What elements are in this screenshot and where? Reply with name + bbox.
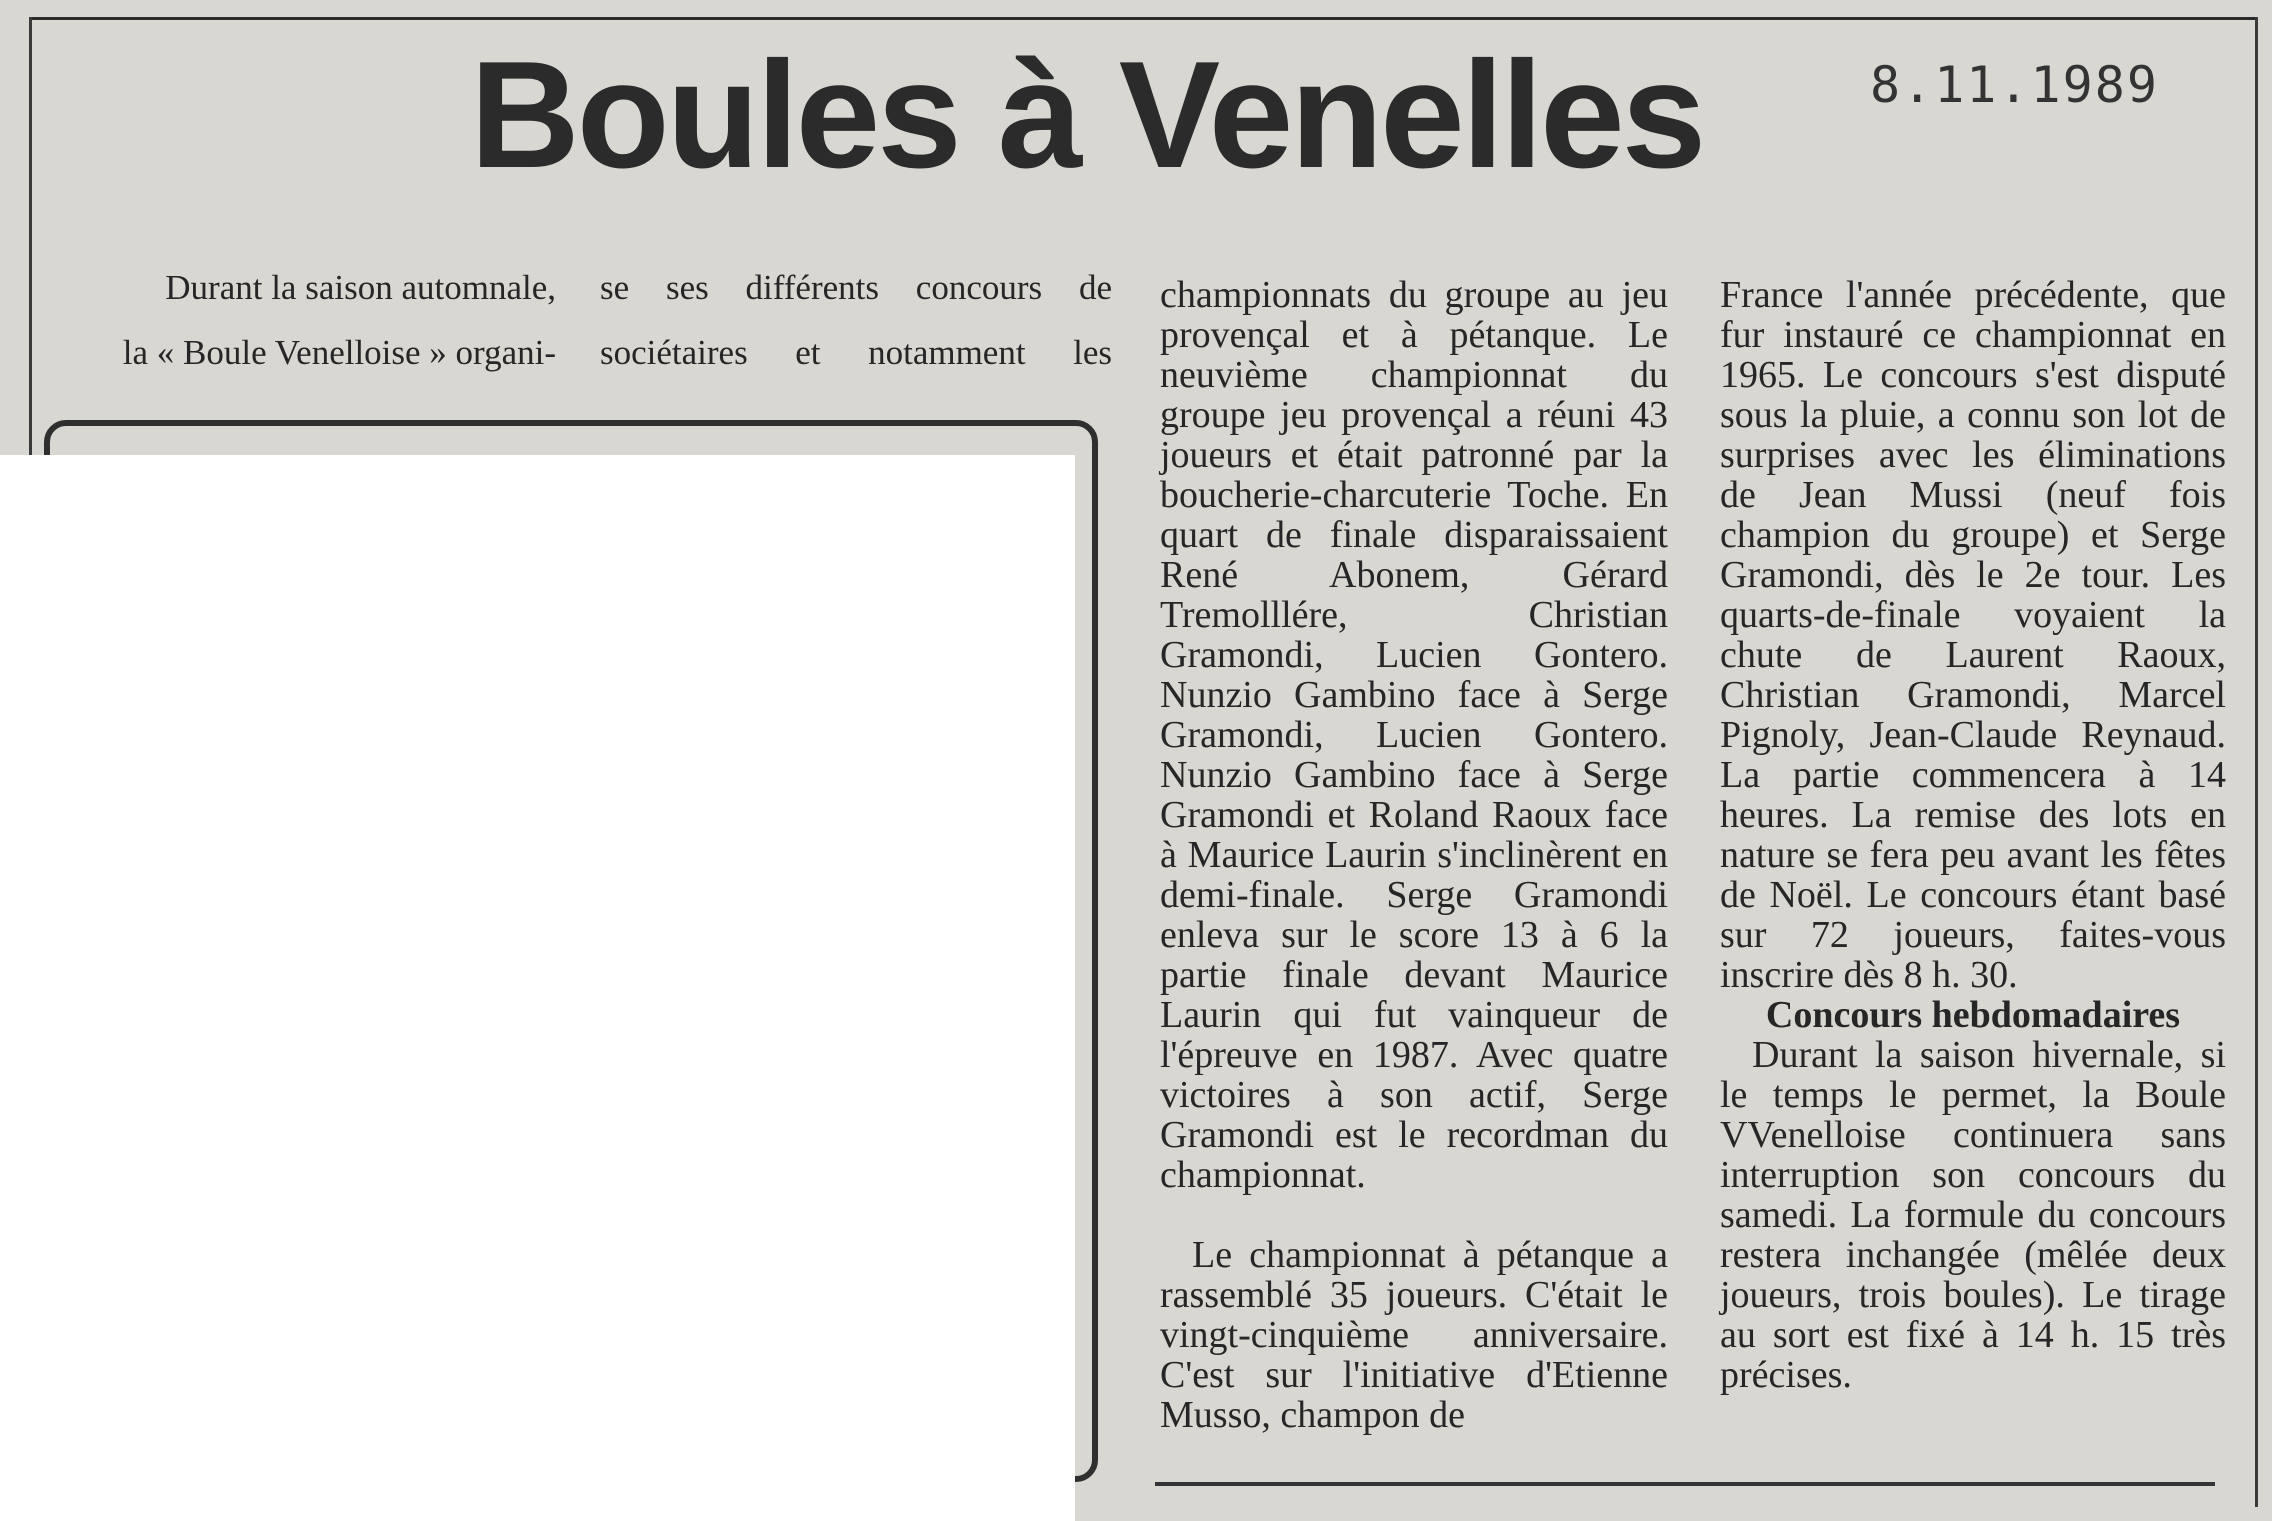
section-subhead: Concours hebdomadaires xyxy=(1765,994,2181,1036)
left-rule xyxy=(29,17,32,457)
date-stamp: 8.11.1989 xyxy=(1870,56,2159,114)
intro-column-2 xyxy=(600,255,1112,385)
photo-area xyxy=(0,455,1075,1521)
paragraph: Le championnat à pétanque a rassemblé 35 joueurs. C'était le vingt-cinquième anniversaire. C'est sur l'initiative d'Etienne Musso, champon de xyxy=(1160,1234,1668,1436)
bottom-rule xyxy=(1155,1482,2215,1486)
right-rule xyxy=(2255,17,2258,1507)
paragraph: France l'année précédente, que fur instauré ce championnat en 1965. Le concours s'est disputé sous la pluie, a connu son lot de surprises avec les éliminations de Jean Mussi (neuf fois champion du groupe) et Serge Gramondi, dès le 2e tour. Les quarts-de-finale voyaient la chute de Laurent Raoux, Christian Gramondi, Marcel Pignoly, Jean-Claude Reynaud. La partie commencera à 14 heures. La remise des lots en nature se fera peu avant les fêtes de Noël. Le concours étant basé sur 72 joueurs, faites-vous inscrire dès 8 h. 30. xyxy=(1720,274,2226,996)
paragraph: Durant la saison hivernale, si le temps le permet, la Boule VVenelloise continuera sans interruption son concours du samedi. La formule du concours restera inchangée (mêlée deux joueurs, trois boules). Le tirage au sort est fixé à 14 h. 15 très précises. xyxy=(1720,1034,2226,1396)
paragraph: championnats du groupe au jeu provençal et à pétanque. Le neuvième championnat du groupe jeu provençal a réuni 43 joueurs et était patronné par la boucherie-charcuterie Toche. En quart de finale disparaissaient René Abonem, Gérard Tremolllére, Christian Gramondi, Lucien Gontero. Nunzio Gambino face à Serge Gramondi, Lucien Gontero. Nunzio Gambino face à Serge Gramondi et Roland Raoux face à Maurice Laurin s'inclinèrent en demi-finale. Serge Gramondi enleva sur le score 13 à 6 la partie finale devant Maurice Laurin qui fut vainqueur de l'épreuve en 1987. Avec quatre victoires à son actif, Serge Gramondi est le recordman du championnat. xyxy=(1160,274,1668,1196)
intro-line: sociétaires et notamment les xyxy=(600,333,1112,372)
intro-line: Durant la saison automnale, xyxy=(165,268,556,307)
intro-line: la « Boule Venelloise » organi- xyxy=(122,333,556,372)
headline: Boules à Venelles xyxy=(470,30,1704,200)
top-rule xyxy=(29,17,2257,20)
intro-line: se ses différents concours de xyxy=(600,268,1112,307)
intro-column-1 xyxy=(46,255,556,385)
article-column-4 xyxy=(1720,275,2226,1395)
article-column-3 xyxy=(1160,275,1668,1435)
